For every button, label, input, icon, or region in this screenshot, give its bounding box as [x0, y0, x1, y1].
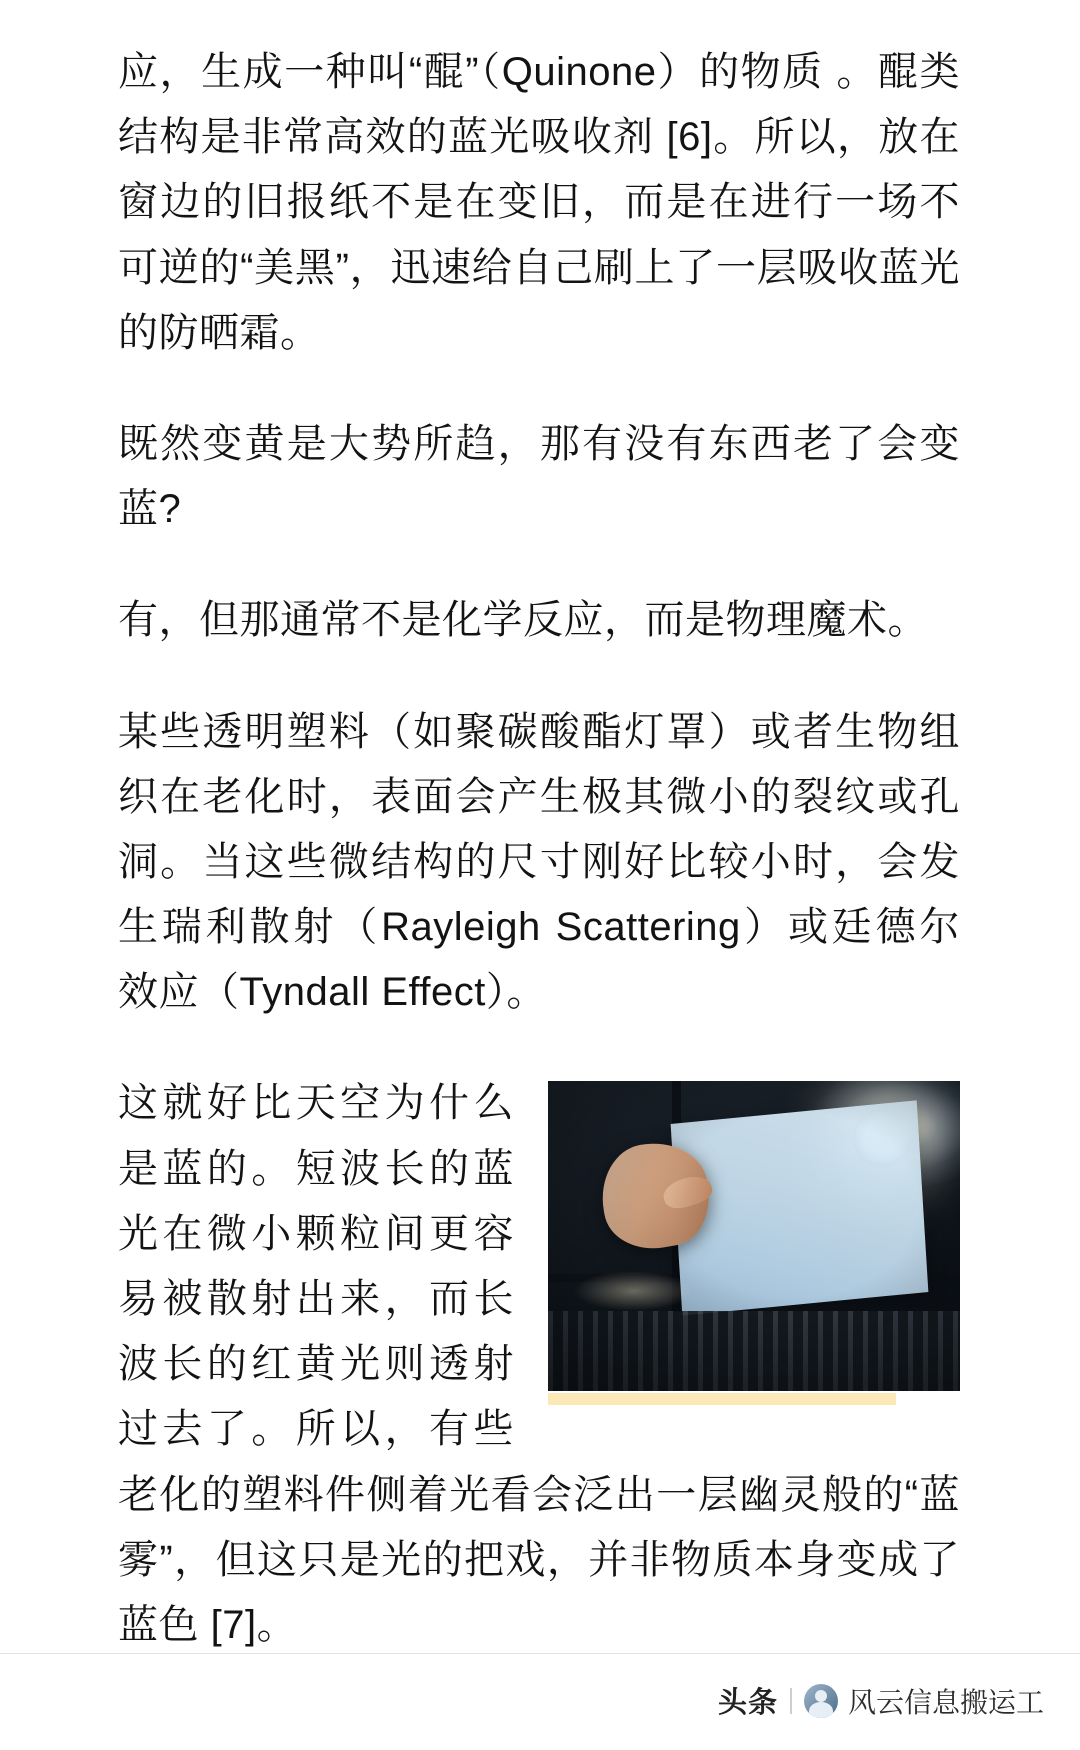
photo-vignette [548, 1081, 960, 1391]
author-block[interactable] [804, 1681, 1044, 1721]
paragraph-4: 某些透明塑料（如聚碳酸酯灯罩）或者生物组织在老化时，表面会产生极其微小的裂纹或孔洞。当这些微结构的尺寸刚好比较小时，会发生瑞利散射（Rayleigh Scattering）或廷德尔效应（Tyndall Effect）。 [118, 709, 960, 1015]
footer-divider [790, 1688, 792, 1714]
text-with-figure-block [118, 1071, 960, 1704]
paragraph-2: 既然变黄是大势所趋，那有没有东西老了会变蓝? [118, 421, 960, 532]
paragraph-3: 有，但那通常不是化学反应，而是物理魔术。 [118, 598, 928, 643]
footer-attribution [718, 1680, 1044, 1721]
article-body [0, 40, 1080, 1704]
figure-highlight-bar [548, 1393, 896, 1405]
paragraph-5: 这就好比天空为什么是蓝的。短波长的蓝光在微小颗粒间更容易被散射出来，而长波长的红黄光则透射过去了。所以，有些老化的塑料件侧着光看会泛出一层幽灵般的“蓝雾”，但这只是光的把戏，并非物质本身变成了蓝色 [7]。 [118, 1081, 960, 1647]
avatar [804, 1684, 838, 1718]
article-figure [548, 1081, 960, 1405]
paragraph-1: 应，生成一种叫“醌”（Quinone）的物质 。醌类结构是非常高效的蓝光吸收剂 [6]。所以，放在窗边的旧报纸不是在变旧，而是在进行一场不可逆的“美黑”，迅速给自己刷上了一层吸收蓝光的防晒霜。 [118, 50, 960, 355]
author-name: 风云信息搬运工 [847, 1686, 1044, 1718]
toutiao-logo: 头条 [717, 1687, 778, 1719]
figure-photo [548, 1081, 960, 1391]
page-footer [0, 1653, 1080, 1750]
